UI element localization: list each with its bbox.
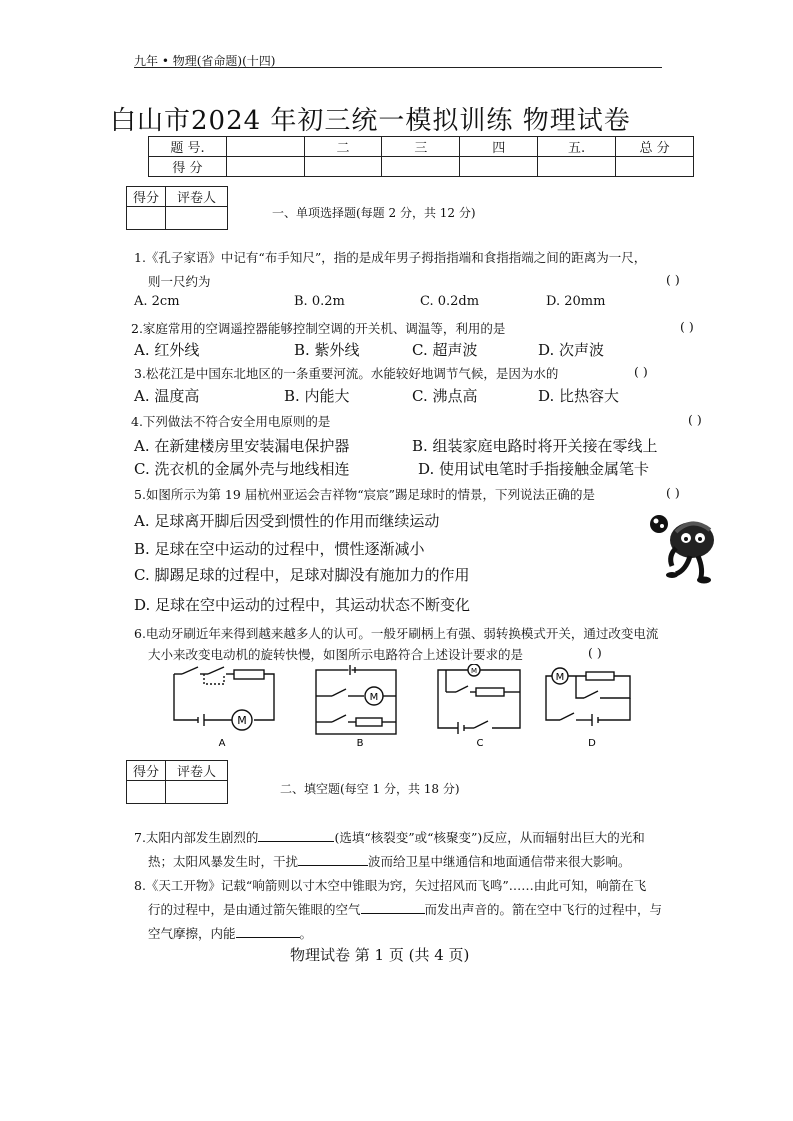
answer-paren[interactable]: ( ) — [634, 364, 648, 379]
grader-box — [126, 760, 228, 804]
question-7-text: (选填“核裂变”或“核聚变”)反应，从而辐射出巨大的光和 — [334, 830, 645, 845]
circuit-label-d: D — [588, 738, 596, 749]
option-d[interactable]: D. 使用试电笔时手指接触金属笔卡 — [418, 460, 650, 478]
option-c[interactable]: C. 0.2dm — [420, 294, 480, 309]
circuit-diagram-a[interactable] — [164, 664, 284, 752]
question-7-text: 波而给卫星中继通信和地面通信带来很大影响。 — [368, 854, 631, 869]
option-a[interactable]: A. 温度高 — [134, 387, 200, 405]
motor-symbol: M — [237, 714, 247, 727]
option-b[interactable]: B. 0.2m — [294, 294, 345, 309]
option-a[interactable]: A. 红外线 — [134, 341, 200, 359]
score-table — [148, 136, 694, 177]
option-a[interactable]: A. 2cm — [134, 294, 180, 309]
option-c[interactable]: C. 脚踢足球的过程中，足球对脚没有施加力的作用 — [134, 566, 470, 584]
option-c[interactable]: C. 洗衣机的金属外壳与地线相连 — [134, 460, 350, 478]
option-d[interactable]: D. 次声波 — [538, 341, 605, 359]
question-7-line-1 — [134, 828, 645, 846]
question-5-stem: 5.如图所示为第 19 届杭州亚运会吉祥物“宸宸”踢足球时的情景，下列说法正确的是 — [134, 487, 596, 502]
header-divider — [134, 67, 662, 68]
answer-paren[interactable]: ( ) — [666, 485, 680, 500]
grader-score-label: 得分 — [127, 761, 166, 781]
motor-symbol: M — [369, 692, 379, 703]
score-table-cell — [226, 137, 304, 157]
option-c[interactable]: C. 超声波 — [412, 341, 478, 359]
question-6-stem-cont: 大小来改变电动机的旋转快慢，如图所示电路符合上述设计要求的是 — [148, 647, 524, 662]
question-7-line-2 — [148, 852, 631, 870]
circuit-label-a: A — [218, 738, 226, 749]
circuit-diagram-b[interactable] — [312, 664, 402, 752]
question-8-line-3 — [148, 924, 312, 942]
question-8-text: 行的过程中，是由通过箭矢锥眼的空气 — [148, 902, 361, 917]
circuit-label-c: C — [476, 738, 484, 749]
section2-heading: 二、填空题(每空 1 分，共 18 分) — [280, 782, 460, 796]
question-8-text: 而发出声音的。箭在空中飞行的过程中，与 — [424, 902, 663, 917]
grader-name-label: 评卷人 — [166, 187, 228, 207]
motor-symbol: M — [555, 672, 565, 683]
score-table-cell: 总 分 — [616, 137, 694, 157]
score-table-cell: 二 — [304, 137, 382, 157]
question-8-text: 空气摩擦，内能 — [148, 926, 236, 941]
answer-blank[interactable] — [361, 901, 425, 914]
answer-blank[interactable] — [298, 853, 368, 866]
option-d[interactable]: D. 比热容大 — [538, 387, 620, 405]
grader-name-cell[interactable] — [166, 781, 228, 804]
option-c[interactable]: C. 沸点高 — [412, 387, 478, 405]
score-table-cell: 得 分 — [149, 157, 227, 177]
grader-name-label: 评卷人 — [166, 761, 228, 781]
answer-paren[interactable]: ( ) — [666, 272, 680, 287]
score-input-cell[interactable] — [616, 157, 694, 177]
option-d[interactable]: D. 足球在空中运动的过程中，其运动状态不断变化 — [134, 596, 471, 614]
question-1-stem-cont: 则一尺约为 — [148, 274, 211, 289]
circuit-label-b: B — [356, 738, 364, 749]
score-input-cell[interactable] — [460, 157, 538, 177]
option-a[interactable]: A. 在新建楼房里安装漏电保护器 — [134, 437, 350, 455]
series-label: 九年 • 物理(省命题)(十四) — [134, 54, 276, 68]
option-b[interactable]: B. 足球在空中运动的过程中，惯性逐渐减小 — [134, 540, 425, 558]
exam-title: 白山市2024 年初三统一模拟训练 物理试卷 — [110, 106, 631, 136]
motor-symbol: M — [470, 667, 478, 675]
option-a[interactable]: A. 足球离开脚后因受到惯性的作用而继续运动 — [134, 512, 440, 530]
grader-name-cell[interactable] — [166, 207, 228, 230]
question-8-line-1: 8.《天工开物》记载“响箭则以寸木空中锥眼为窍，矢过招风而飞鸣”……由此可知，响箭在飞 — [134, 878, 647, 893]
score-input-cell[interactable] — [304, 157, 382, 177]
option-b[interactable]: B. 紫外线 — [294, 341, 360, 359]
answer-blank[interactable] — [258, 829, 334, 842]
option-b[interactable]: B. 组装家庭电路时将开关接在零线上 — [412, 437, 658, 455]
question-1-stem: 1.《孔子家语》中记有“布手知尺”，指的是成年男子拇指指端和食指指端之间的距离为一尺， — [134, 250, 647, 265]
option-d[interactable]: D. 20mm — [546, 294, 606, 309]
score-table-cell: 四 — [460, 137, 538, 157]
score-table-cell: 五. — [538, 137, 616, 157]
circuit-diagram-c[interactable] — [434, 664, 526, 752]
answer-blank[interactable] — [236, 925, 300, 938]
answer-paren[interactable]: ( ) — [588, 645, 602, 660]
question-4-stem: 4.下列做法不符合安全用电原则的是 — [131, 414, 331, 429]
option-b[interactable]: B. 内能大 — [284, 387, 350, 405]
score-input-cell[interactable] — [382, 157, 460, 177]
question-7-text: 7.太阳内部发生剧烈的 — [134, 830, 259, 845]
circuit-diagram-d[interactable] — [540, 664, 636, 752]
score-input-cell[interactable] — [538, 157, 616, 177]
mascot-kicking-ball-illustration — [646, 512, 718, 586]
score-table-cell: 题 号. — [149, 137, 227, 157]
question-6-stem: 6.电动牙刷近年来得到越来越多人的认可。一般牙刷柄上有强、弱转换模式开关，通过改变电流 — [134, 626, 659, 641]
score-input-cell[interactable] — [226, 157, 304, 177]
question-7-text: 热；太阳风暴发生时，干扰 — [148, 854, 299, 869]
grader-score-cell[interactable] — [127, 207, 166, 230]
question-3-stem: 3.松花江是中国东北地区的一条重要河流。水能较好地调节气候，是因为水的 — [134, 366, 559, 381]
question-8-text: 。 — [299, 926, 313, 941]
question-8-line-2 — [148, 900, 662, 918]
grader-score-cell[interactable] — [127, 781, 166, 804]
score-table-cell: 三 — [382, 137, 460, 157]
grader-score-label: 得分 — [127, 187, 166, 207]
question-2-stem: 2.家庭常用的空调遥控器能够控制空调的开关机、调温等，利用的是 — [131, 321, 506, 336]
grader-box — [126, 186, 228, 230]
answer-paren[interactable]: ( ) — [680, 319, 694, 334]
answer-paren[interactable]: ( ) — [688, 412, 702, 427]
page-footer: 物理试卷 第 1 页 (共 4 页) — [290, 946, 470, 964]
section1-heading: 一、单项选择题(每题 2 分，共 12 分) — [272, 206, 476, 220]
